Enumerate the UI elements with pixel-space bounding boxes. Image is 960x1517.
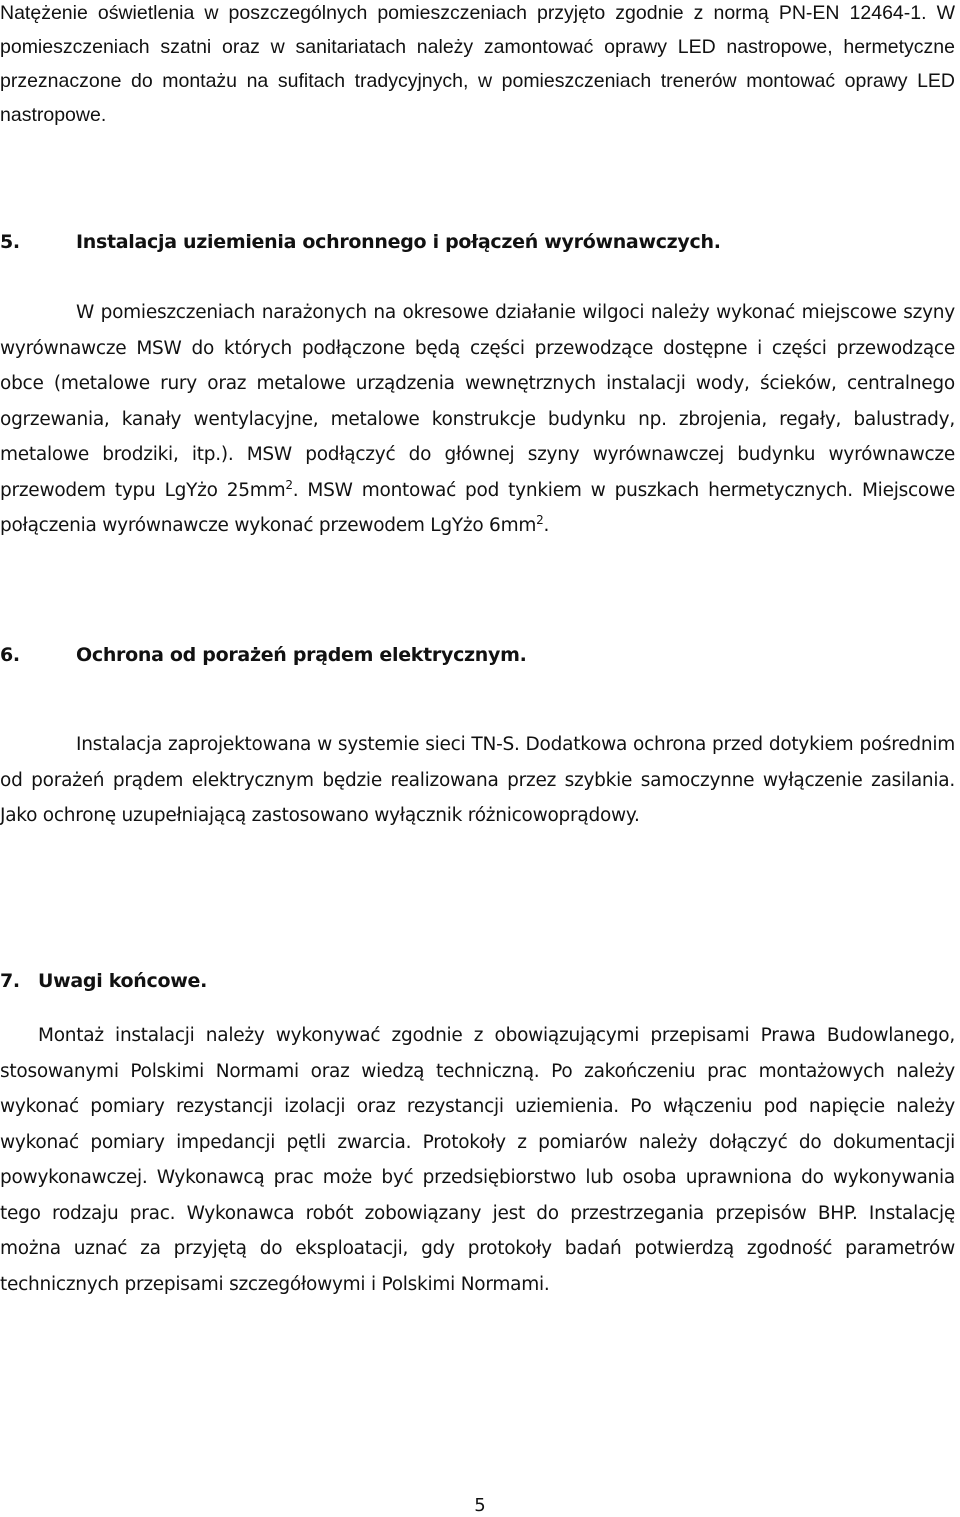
section-5-sup1: 2	[285, 477, 293, 492]
section-5-body-part2: . MSW montować pod tynkiem w puszkach hermetycznych. Miejscowe połączenia wyrównawcze wykonać przewodem LgYżo 6mm	[0, 479, 955, 536]
section-7-number: 7.	[0, 970, 20, 992]
section-5-body	[0, 295, 955, 544]
section-7-heading	[0, 968, 207, 994]
section-5-number: 5.	[0, 231, 20, 253]
section-5-sup2: 2	[536, 512, 544, 527]
section-5-heading	[0, 229, 721, 255]
page-number: 5	[474, 1495, 486, 1516]
section-7-title: Uwagi końcowe.	[38, 970, 208, 992]
section-7-body: Montaż instalacji należy wykonywać zgodnie z obowiązującymi przepisami Prawa Budowlanego, stosowanymi Polskimi Normami oraz wiedzą techniczną. Po zakończeniu prac montażowych należy wykonać pomiary rezystancji izolacji oraz rezystancji uziemienia. Po włączeniu pod napięcie należy wykonać pomiary impedancji pętli zwarcia. Protokoły z pomiarów należy dołączyć do dokumentacji powykonawczej. Wykonawcą prac może być przedsiębiorstwo lub osoba uprawniona do wykonywania tego rodzaju prac. Wykonawca robót zobowiązany jest do przestrzegania przepisów BHP. Instalację można uznać za przyjętą do eksploatacji, gdy protokoły badań potwierdzą zgodność parametrów technicznych przepisami szczegółowymi i Polskimi Normami.	[0, 1025, 955, 1295]
section-6-body: Instalacja zaprojektowana w systemie sieci TN-S. Dodatkowa ochrona przed dotykiem pośrednim od porażeń prądem elektrycznym będzie realizowana przez szybkie samoczynne wyłączenie zasilania. Jako ochronę uzupełniającą zastosowano wyłącznik różnicowoprądowy.	[0, 734, 955, 826]
section-5-title: Instalacja uziemienia ochronnego i połączeń wyrównawczych.	[76, 231, 721, 253]
section-6-number: 6.	[0, 644, 20, 666]
section-5-body-part3: .	[543, 515, 550, 536]
section-5-body-part1: W pomieszczeniach narażonych na okresowe działanie wilgoci należy wykonać miejscowe szyny wyrównawcze MSW do których podłączone będą części przewodzące dostępne i części przewodzące obce (metalowe rury oraz metalowe urządzenia wewnętrznych instalacji wody, ścieków, centralnego ogrzewania, kanały wentylacyjne, metalowe konstrukcje budynku np. zbrojenia, regały, balustrady, metalowe brodziki, itp.). MSW podłączyć do głównej szyny wyrównawczej budynku wyrównawcze przewodem typu LgYżo 25mm	[0, 302, 955, 501]
intro-paragraph: Natężenie oświetlenia w poszczególnych pomieszczeniach przyjęto zgodnie z normą PN-EN 12464-1. W pomieszczeniach szatni oraz w sanitariatach należy zamontować oprawy LED nastropowe, hermetyczne przeznaczone do montażu na sufitach tradycyjnych, w pomieszczeniach trenerów montować oprawy LED nastropowe.	[0, 2, 955, 126]
section-6-heading	[0, 642, 527, 668]
section-6-title: Ochrona od porażeń prądem elektrycznym.	[76, 644, 527, 666]
